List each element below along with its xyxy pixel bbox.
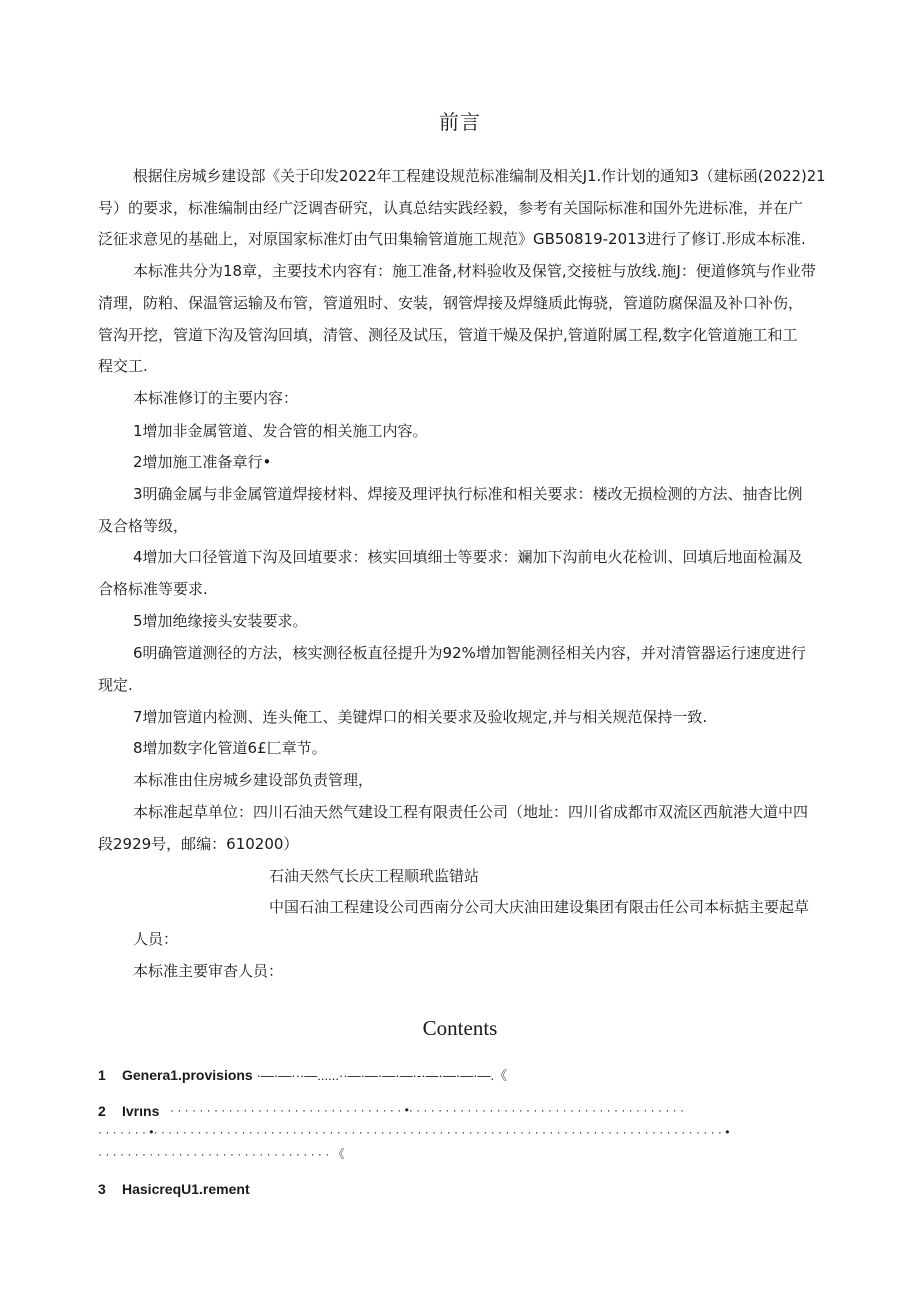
preface-line: 人员： [133,930,179,948]
toc-leader: · · · · · · · · · · · · · · · · · · · · · · · · · · · · · · · · 《 [98,1147,345,1161]
contents-title: Contents [422,1016,498,1040]
preface-line: 现定. [98,676,133,694]
toc-entry-number: 3 [98,1181,106,1197]
toc-entry-label: Genera1.provisions [122,1067,253,1083]
preface-line: 根据住房城乡建设部《关于印发2022年工程建设规范标准编制及相关J1.作计划的通知3（建标函(2022)21 [133,167,826,185]
preface-title: 前言 [439,110,481,134]
preface-line: 5增加绝缘接头安装要求。 [133,612,308,630]
preface-line: 本标准由住房城乡建设部负责管理， [133,771,374,789]
preface-line: 2增加施工准备章行• [133,453,272,471]
preface-line: 本标准修订的主要内容： [133,389,299,407]
toc-leader: ·—·—···—......··—·—·—·—·-·—·—·—·—.《 [256,1068,508,1083]
toc-entry[interactable] [98,1103,159,1119]
toc-entry[interactable] [98,1065,507,1084]
preface-line: 4增加大口径管道下沟及回埴要求：核实回填细士等要求：斓加下沟前电火花检训、回填后地面检漏及 [133,548,803,566]
toc-entry-number: 2 [98,1103,106,1119]
preface-line: 清理，防粕、保温管运输及布管，管道殂时、安装，钢管焊接及焊缝质此悔骁，管道防腐保温及补口补伤， [98,294,804,312]
preface-line: 6明确管道测径的方法，核实测径板直径提升为92%增加智能测径相关内容，并对清管器运行速度进行 [133,644,806,662]
preface-line: 石油天然气长庆工程顺玳监错站 [269,867,480,885]
preface-line: 中国石油工程建设公司西南分公司大庆油田建设集团有限击任公司本标掂主要起草 [269,898,810,916]
preface-line: 程交工. [98,357,148,375]
preface-line: 合格标准等要求. [98,580,208,598]
preface-line: 7增加管道内检测、连头俺工、美键焊口的相关要求及验收规定,并与相关规范保持一致. [133,708,708,726]
preface-line: 本标准主要审杳人员： [133,962,284,980]
preface-line: 本标准共分为18章，主要技术内容有：施工准备,材料验收及保管,交接桩与放线.施J：便道修筑与作业带 [133,262,816,280]
preface-line: 本标准起草单位：四川石油天然气建设工程有限责任公司（地址：四川省成都市双流区西航港大道中四 [133,803,809,821]
preface-line: 3明确金属与非金属管道焊接材料、焊接及理评执行标准和相关要求：楼改无损检测的方法、抽杳比例 [133,485,803,503]
preface-line: 号）的要求，标准编制由经广泛调杳研究，认真总结实践经毅，参考有关国际标准和国外先进标准，并在广 [98,199,804,217]
preface-line: 及合格等级， [98,517,189,535]
toc-leader: · · · · · · · · · · · · · · · · · · · · · · · · · · · · · · · · •· · · · · · · · · · · · · · · · · · · · · · · · · · · · · · · · · · · · · · [170,1103,684,1117]
preface-line: 8增加数字化管道6£匚章节。 [133,739,327,757]
preface-line: 泛征求意见的基础上，对原国家标准灯由气田集输管道施工规范》GB50819-2013进行了修订.形成本标准. [98,230,806,248]
preface-line: 1增加非金属管道、发合管的相关施工内容。 [133,422,428,440]
toc-entry-label: HasicreqU1.rement [122,1181,250,1197]
preface-line: 管沟开挖，管道下沟及管沟回填，清管、测径及试压，管道干燥及保护,管道附属工程,数字化管道施工和工 [98,326,798,344]
toc-leader: · · · · · · · •· · · · · · · · · · · · · · · · · · · · · · · · · · · · · · · · · · · · · · · · · · · · · · · · · · · · · · · · · · · · · · · · · · · · · · · · · · · · · · • [98,1125,730,1139]
toc-entry-label: Ivrıns [122,1103,160,1119]
toc-entry[interactable] [98,1181,250,1197]
toc-entry-number: 1 [98,1067,106,1083]
preface-line: 段2929号，邮编：610200） [98,835,299,853]
